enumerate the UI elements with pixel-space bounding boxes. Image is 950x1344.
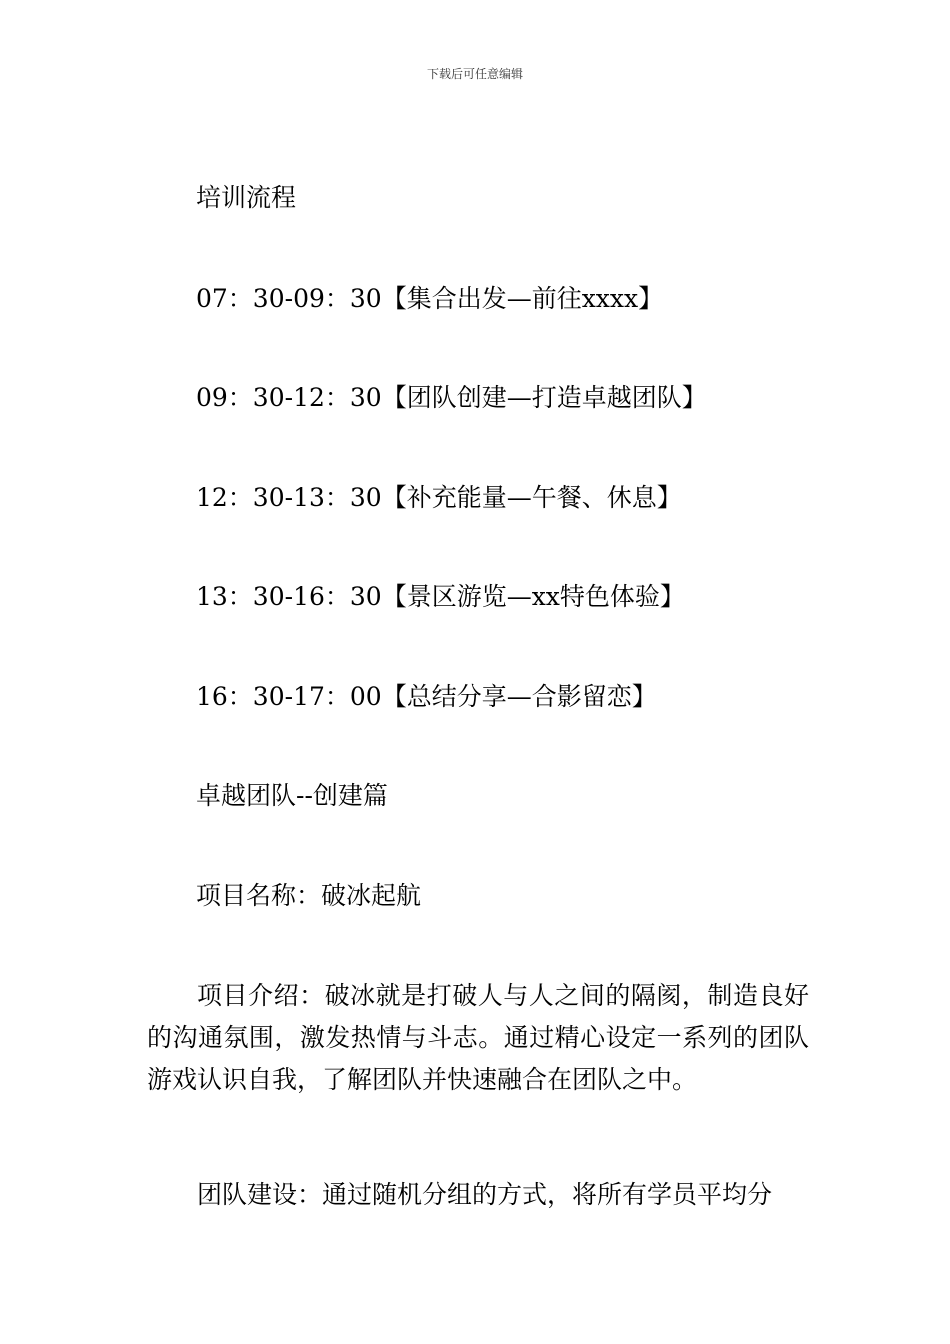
project-intro-paragraph: 项目介绍：破冰就是打破人与人之间的隔阂，制造良好的沟通氛围，激发热情与斗志。通过精心设定一系列的团队游戏认识自我，了解团队并快速融合在团队之中。 (147, 981, 809, 1094)
schedule-item-4: 13：30-16：30【景区游览—xx特色体验】 (196, 582, 685, 611)
page-header: 下载后可任意编辑 (426, 67, 523, 81)
team-building-paragraph: 团队建设：通过随机分组的方式，将所有学员平均分 (197, 1180, 773, 1209)
document-title: 培训流程 (196, 183, 297, 212)
schedule-item-3: 12：30-13：30【补充能量—午餐、休息】 (196, 483, 682, 512)
section-title: 卓越团队--创建篇 (196, 781, 388, 810)
schedule-item-1: 07：30-09：30【集合出发—前往xxxx】 (196, 284, 664, 313)
schedule-item-5: 16：30-17：00【总结分享—合影留恋】 (196, 682, 657, 711)
project-name: 项目名称：破冰起航 (196, 881, 422, 910)
schedule-item-2: 09：30-12：30【团队创建—打造卓越团队】 (196, 383, 707, 412)
